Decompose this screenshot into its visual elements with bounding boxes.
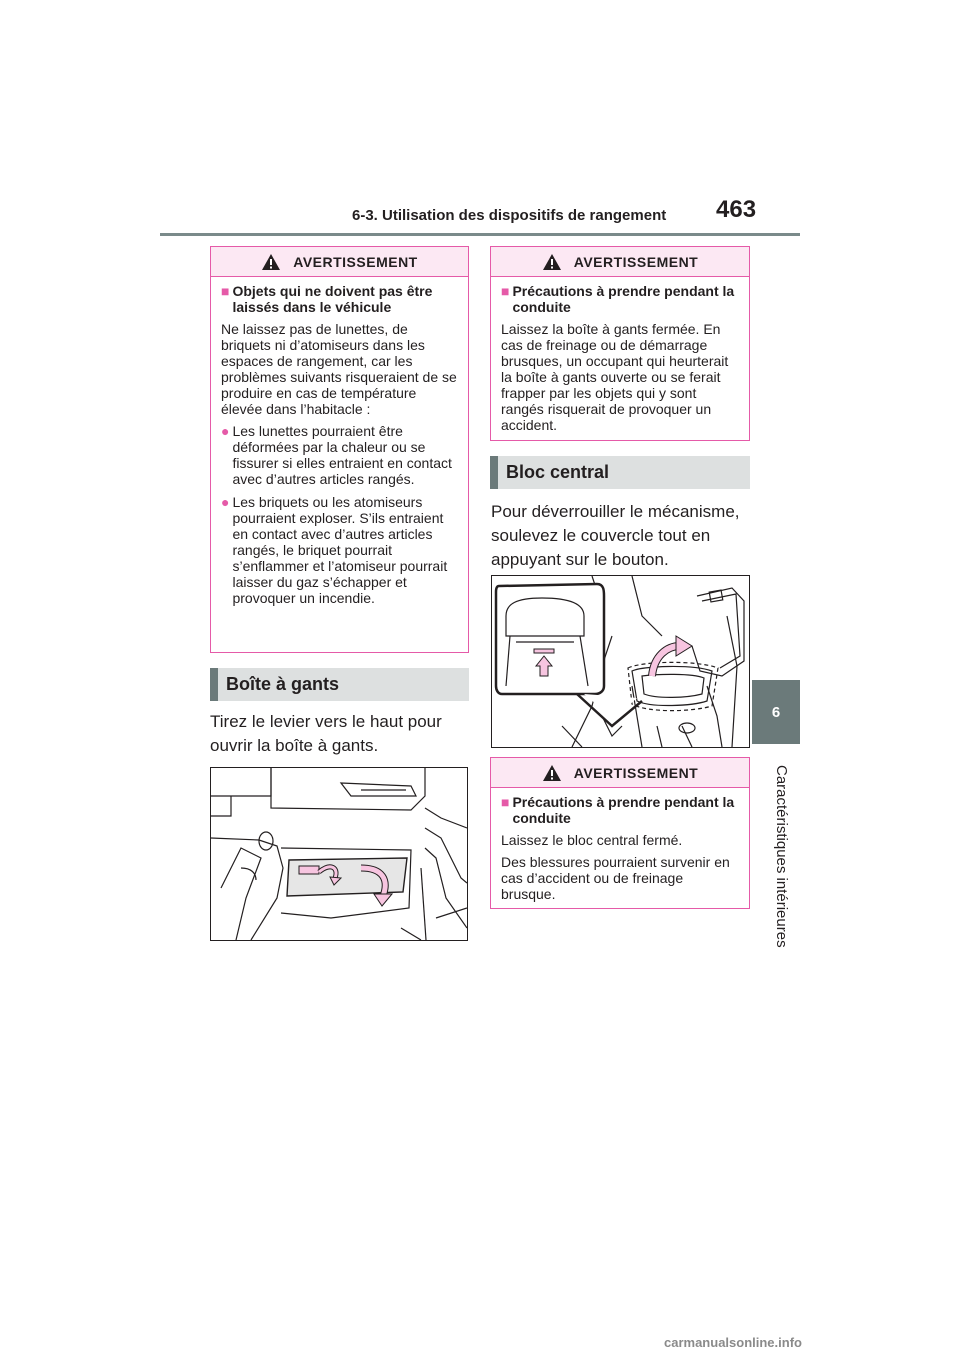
warning-box-objects — [210, 246, 469, 653]
warning-title: AVERTISSEMENT — [573, 253, 699, 270]
warning-paragraph: Des blessures pourraient survenir en cas d’accident ou de freinage brusque. — [501, 854, 730, 902]
section-heading-console: Bloc central — [490, 456, 750, 489]
header-divider — [160, 233, 800, 236]
section-heading-glovebox: Boîte à gants — [210, 668, 469, 701]
warning-header — [491, 247, 749, 277]
warning-box-driving-console — [490, 757, 750, 909]
warning-triangle-icon — [261, 253, 281, 271]
console-illustration — [491, 575, 750, 748]
watermark-text: carmanualsonline.info — [664, 1335, 802, 1350]
warning-subheading: ■ Objets qui ne doivent pas être laissés dans le véhicule — [221, 283, 433, 315]
square-bullet-icon: ■ — [501, 794, 510, 810]
warning-box-driving-glovebox — [490, 246, 750, 441]
warning-triangle-icon — [542, 253, 562, 271]
warning-title: AVERTISSEMENT — [573, 764, 699, 781]
warning-subheading: ■ Précautions à prendre pendant la conduite — [501, 283, 735, 315]
warning-triangle-icon — [542, 764, 562, 782]
chapter-tab[interactable]: 6 — [752, 680, 800, 744]
square-bullet-icon: ■ — [221, 283, 230, 299]
warning-paragraph: Laissez la boîte à gants fermée. En cas de freinage ou de démarrage brusques, un occupant qui heurterait la boîte à gants ouverte ou se ferait frapper par les objets qui y sont rangés risquerait de provoquer un accident. — [501, 321, 729, 433]
glovebox-drawing — [211, 768, 467, 940]
page-number: 463 — [716, 196, 757, 223]
glovebox-instructions: Tirez le levier vers le haut pour ouvrir la boîte à gants. — [210, 712, 442, 755]
circle-bullet-icon: ● — [221, 494, 230, 510]
glovebox-illustration — [210, 767, 468, 941]
warning-bullet: ● Les briquets ou les atomiseurs pourraient exploser. S’ils entraient en contact avec d’autres articles rangés, le briquet pourrait s’enflammer et l’atomiseur pourrait laisser du gaz s’échapper et provoquer un incendie. — [221, 494, 448, 606]
section-title: 6-3. Utilisation des dispositifs de rangement — [352, 207, 667, 224]
warning-bullet: ● Les lunettes pourraient être déformées par la chaleur ou se fissurer si elles entraient en contact avec d’autres articles rangés. — [221, 423, 452, 487]
warning-title: AVERTISSEMENT — [293, 253, 418, 270]
warning-header — [211, 247, 468, 277]
console-instructions: Pour déverrouiller le mécanisme, soulevez le couvercle tout en appuyant sur le bouton. — [491, 502, 740, 569]
chapter-label: Caractéristiques intérieures — [773, 765, 790, 948]
console-drawing — [492, 576, 749, 747]
circle-bullet-icon: ● — [221, 423, 230, 439]
square-bullet-icon: ■ — [501, 283, 510, 299]
warning-subheading: ■ Précautions à prendre pendant la conduite — [501, 794, 735, 826]
warning-header — [491, 758, 749, 788]
warning-paragraph: Laissez le bloc central fermé. — [501, 832, 683, 848]
warning-paragraph: Ne laissez pas de lunettes, de briquets ni d’atomiseurs dans les espaces de rangement, car les problèmes suivants risqueraient de se produire en cas de température élevée dans l’habitacle : — [221, 321, 457, 417]
